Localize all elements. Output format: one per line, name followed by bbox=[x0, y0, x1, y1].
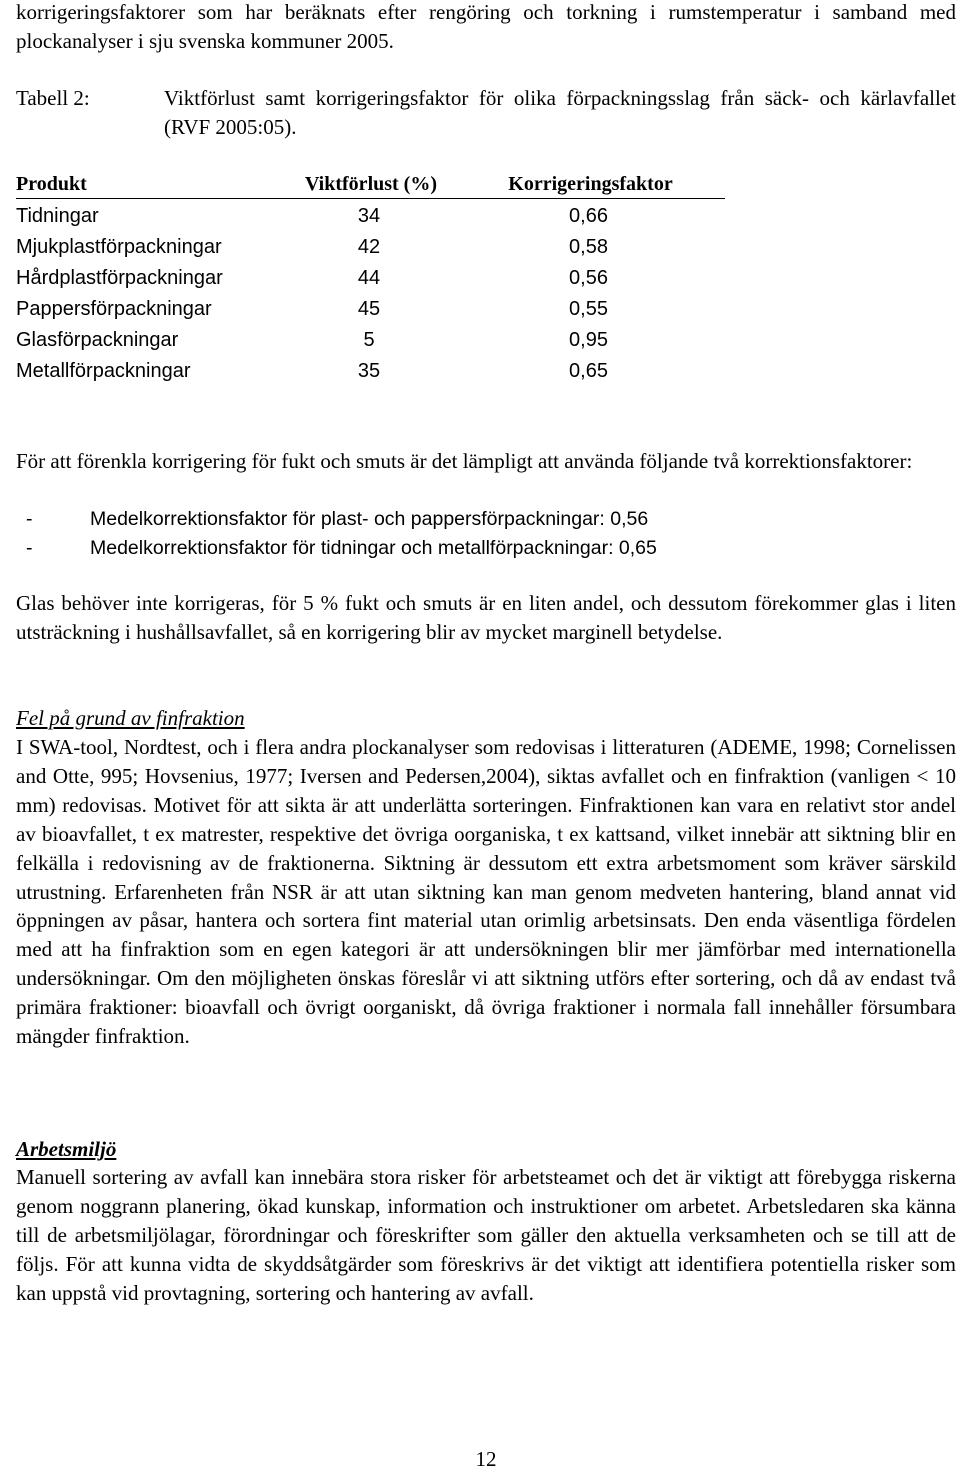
cell-weight-loss: 34 bbox=[357, 205, 381, 227]
list-dash: - bbox=[26, 537, 33, 559]
list-dash: - bbox=[26, 508, 33, 530]
cell-product: Hårdplastförpackningar bbox=[16, 267, 223, 289]
glass-paragraph: Glas behöver inte korrigeras, för 5 % fukt och smuts är en liten andel, och dessutom förekommer glas i liten utsträckning i hushållsavfallet, så en korrigering blir av mycket marginell betydelse. bbox=[16, 591, 956, 644]
header-korrigeringsfaktor: Korrigeringsfaktor bbox=[508, 173, 673, 195]
table-row bbox=[16, 232, 725, 263]
table-caption-label: Tabell 2: bbox=[16, 86, 90, 110]
cell-correction-factor: 0,55 bbox=[569, 298, 608, 320]
header-produkt: Produkt bbox=[16, 173, 87, 195]
cell-weight-loss: 42 bbox=[357, 236, 381, 258]
list-item bbox=[16, 505, 956, 534]
cell-weight-loss: 5 bbox=[363, 329, 375, 351]
cell-product: Pappersförpackningar bbox=[16, 298, 212, 320]
table-caption-text: Viktförlust samt korrigeringsfaktor för olika förpackningsslag från säck- och kärlavfallet (RVF 2005:05). bbox=[164, 86, 956, 139]
cell-weight-loss: 44 bbox=[357, 267, 381, 289]
cell-correction-factor: 0,56 bbox=[569, 267, 608, 289]
cell-correction-factor: 0,95 bbox=[569, 329, 608, 351]
section-heading-fine-fraction: Fel på grund av finfraktion bbox=[16, 706, 245, 730]
table-row bbox=[16, 325, 725, 356]
table-caption bbox=[16, 84, 956, 142]
list-item bbox=[16, 534, 956, 563]
section-heading-work-environment: Arbetsmiljö bbox=[16, 1137, 117, 1161]
table-row bbox=[16, 294, 725, 325]
cell-correction-factor: 0,65 bbox=[569, 360, 608, 382]
weight-loss-table bbox=[16, 170, 725, 387]
table-row bbox=[16, 263, 725, 294]
list-item-text: Medelkorrektionsfaktor för tidningar och metallförpackningar: 0,65 bbox=[90, 537, 657, 559]
table-header-row bbox=[16, 170, 725, 199]
cell-weight-loss: 45 bbox=[357, 298, 381, 320]
cell-weight-loss: 35 bbox=[357, 360, 381, 382]
header-viktforlust: Viktförlust (%) bbox=[304, 173, 438, 195]
correction-factor-list bbox=[16, 505, 956, 563]
intro-paragraph: korrigeringsfaktorer som har beräknats efter rengöring och torkning i rumstemperatur i samband med plockanalyser i sju svenska kommuner 2005. bbox=[16, 0, 956, 53]
cell-correction-factor: 0,66 bbox=[569, 205, 608, 227]
page-number: 12 bbox=[475, 1447, 497, 1471]
cell-product: Metallförpackningar bbox=[16, 360, 191, 382]
cell-product: Tidningar bbox=[16, 205, 99, 227]
table-row bbox=[16, 201, 725, 232]
fine-fraction-paragraph: I SWA-tool, Nordtest, och i flera andra plockanalyser som redovisas i litteraturen (ADEME, 1998; Cornelissen and Otte, 995; Hovsenius, 1977; Iversen and Pedersen,2004), siktas avfallet och en finfraktion (vanligen < 10 mm) redovisas. Motivet för att sikta är att underlätta sorteringen. Finfraktionen kan vara en relativt stor andel av bioavfallet, t ex matrester, respektive det övriga oorganiska, t ex kattsand, vilket innebär att siktning blir en felkälla i redovisning av de fraktionerna. Siktning är dessutom ett extra arbetsmoment som kräver särskild utrustning. Erfarenheten från NSR är att utan siktning kan man genom medveten hantering, bland annat vid öppningen av påsar, hantera och sortera fint material utan orimlig arbetsinsats. Den enda väsentliga fördelen med att ha finfraktion som en egen kategori är att undersökningen blir mer jämförbar med internationella undersökningar. Om den möjligheten önskas föreslår vi att siktning utförs efter sortering, och då av endast två primära fraktioner: bioavfall och övrigt oorganiskt, då övriga fraktioner i normala fall innehåller försumbara mängder finfraktion. bbox=[16, 735, 956, 1049]
cell-correction-factor: 0,58 bbox=[569, 236, 608, 258]
simplify-paragraph: För att förenkla korrigering för fukt och smuts är det lämpligt att använda följande två korrektionsfaktorer: bbox=[16, 449, 913, 473]
table-row bbox=[16, 356, 725, 387]
work-environment-paragraph: Manuell sortering av avfall kan innebära stora risker för arbetsteamet och det är viktigt att förebygga riskerna genom noggrann planering, ökad kunskap, information och instruktioner om arbetet. Arbetsledaren ska känna till de arbetsmiljölagar, förordningar och föreskrifter som gäller den aktuella verksamheten och se till att de följs. För att kunna vidta de skyddsåtgärder som föreskrivs är det viktigt att identifiera potentiella risker som kan uppstå vid provtagning, sortering och hantering av avfall. bbox=[16, 1165, 956, 1305]
list-item-text: Medelkorrektionsfaktor för plast- och pappersförpackningar: 0,56 bbox=[90, 508, 649, 530]
cell-product: Glasförpackningar bbox=[16, 329, 179, 351]
cell-product: Mjukplastförpackningar bbox=[16, 236, 222, 258]
